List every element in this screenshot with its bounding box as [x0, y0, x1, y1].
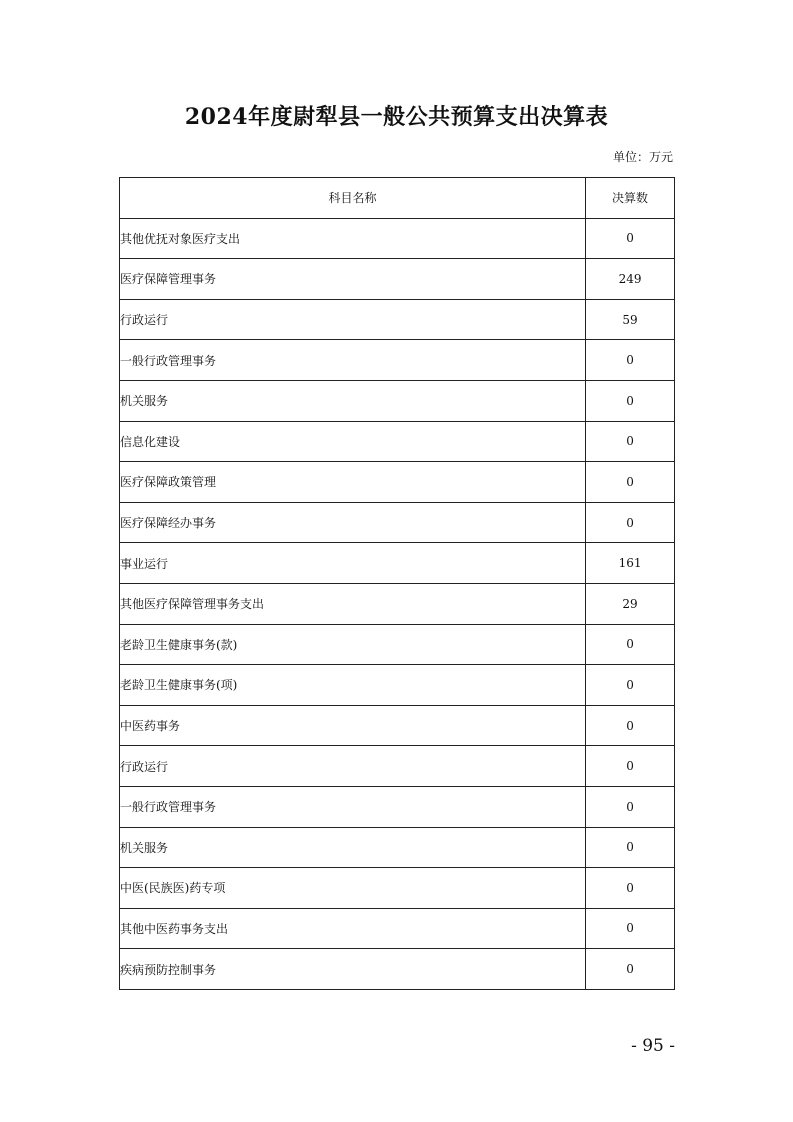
- table-row: [120, 421, 675, 462]
- final-amount-cell: 0: [586, 949, 675, 990]
- table-row: [120, 259, 675, 300]
- table-row: [120, 624, 675, 665]
- final-amount-cell: 0: [586, 462, 675, 503]
- final-amount-cell: 0: [586, 380, 675, 421]
- page-title: 2024年度尉犁县一般公共预算支出决算表: [184, 104, 609, 130]
- final-amount-cell: 29: [586, 583, 675, 624]
- subject-name-cell: 一般行政管理事务: [120, 786, 586, 827]
- table-row: [120, 299, 675, 340]
- table-row: [120, 543, 675, 584]
- final-amount-cell: 0: [586, 868, 675, 909]
- subject-name-cell: 事业运行: [120, 543, 586, 584]
- budget-table: [119, 177, 675, 990]
- table-row: [120, 868, 675, 909]
- table-body: [120, 218, 675, 989]
- subject-name-cell: 中医(民族医)药专项: [120, 868, 586, 909]
- final-amount-cell: 0: [586, 665, 675, 706]
- final-amount-cell: 0: [586, 786, 675, 827]
- subject-name-cell: 机关服务: [120, 380, 586, 421]
- subject-name-cell: 行政运行: [120, 299, 586, 340]
- table-row: [120, 786, 675, 827]
- table-row: [120, 218, 675, 259]
- subject-name-cell: 机关服务: [120, 827, 586, 868]
- subject-name-cell: 老龄卫生健康事务(款): [120, 624, 586, 665]
- subject-name-cell: 老龄卫生健康事务(项): [120, 665, 586, 706]
- table-row: [120, 827, 675, 868]
- subject-name-cell: 疾病预防控制事务: [120, 949, 586, 990]
- final-amount-cell: 0: [586, 705, 675, 746]
- final-amount-cell: 0: [586, 827, 675, 868]
- subject-name-cell: 中医药事务: [120, 705, 586, 746]
- final-amount-cell: 0: [586, 746, 675, 787]
- table-row: [120, 462, 675, 503]
- final-amount-cell: 59: [586, 299, 675, 340]
- table-header-row: [120, 178, 675, 219]
- page-number: - 95 -: [631, 1036, 675, 1056]
- final-amount-cell: 0: [586, 502, 675, 543]
- final-amount-cell: 0: [586, 624, 675, 665]
- final-amount-cell: 249: [586, 259, 675, 300]
- table-row: [120, 665, 675, 706]
- subject-name-cell: 医疗保障经办事务: [120, 502, 586, 543]
- final-amount-cell: 0: [586, 421, 675, 462]
- table-row: [120, 502, 675, 543]
- subject-name-cell: 医疗保障管理事务: [120, 259, 586, 300]
- subject-name-cell: 其他优抚对象医疗支出: [120, 218, 586, 259]
- table-row: [120, 340, 675, 381]
- subject-name-cell: 一般行政管理事务: [120, 340, 586, 381]
- final-amount-cell: 0: [586, 908, 675, 949]
- table-row: [120, 380, 675, 421]
- table-row: [120, 583, 675, 624]
- unit-label: 单位：万元: [612, 150, 673, 164]
- final-amount-cell: 0: [586, 218, 675, 259]
- table-row: [120, 949, 675, 990]
- subject-name-cell: 行政运行: [120, 746, 586, 787]
- table-row: [120, 746, 675, 787]
- final-amount-cell: 0: [586, 340, 675, 381]
- header-final-amount: 决算数: [586, 178, 675, 219]
- header-subject-name: 科目名称: [120, 178, 586, 219]
- subject-name-cell: 其他中医药事务支出: [120, 908, 586, 949]
- subject-name-cell: 医疗保障政策管理: [120, 462, 586, 503]
- final-amount-cell: 161: [586, 543, 675, 584]
- table-row: [120, 705, 675, 746]
- table-row: [120, 908, 675, 949]
- subject-name-cell: 其他医疗保障管理事务支出: [120, 583, 586, 624]
- subject-name-cell: 信息化建设: [120, 421, 586, 462]
